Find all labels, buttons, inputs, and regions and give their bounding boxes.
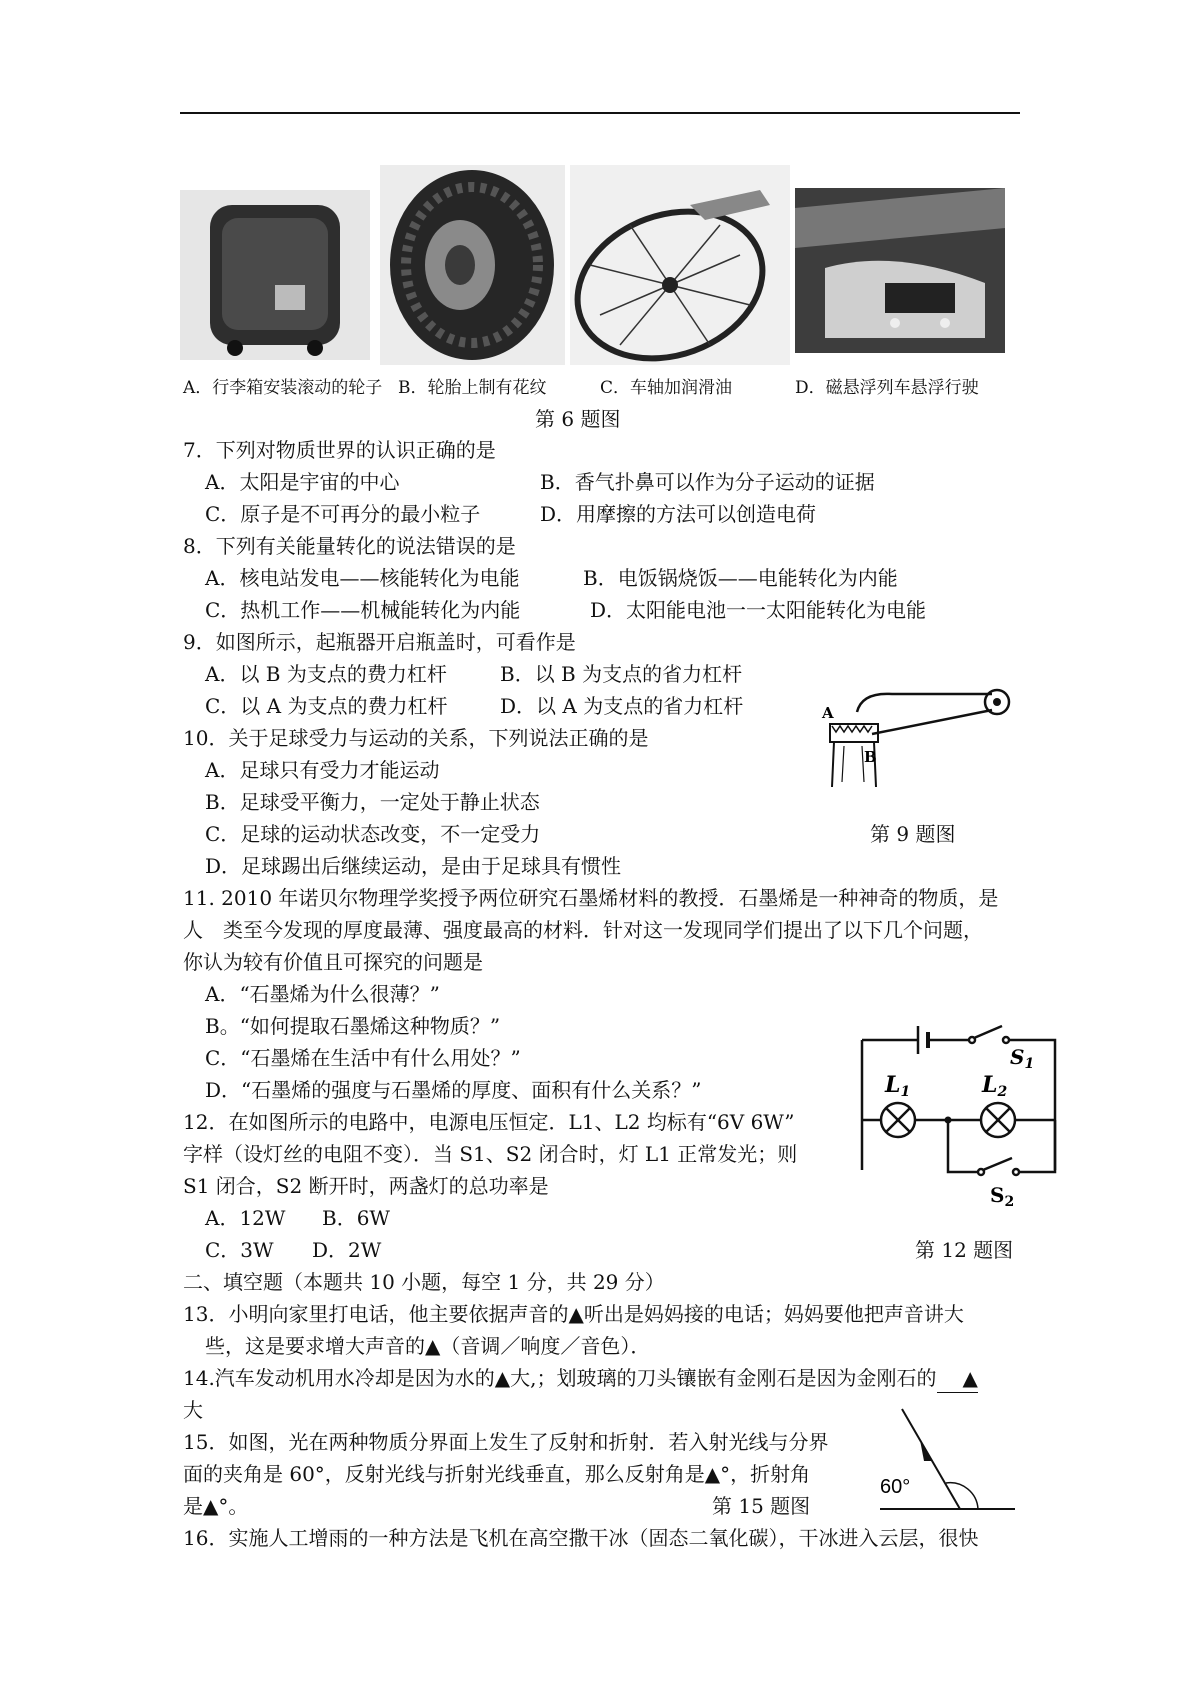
q12-option-b: B．6W	[322, 1206, 390, 1230]
svg-text:L2	[981, 1072, 1007, 1100]
s1-label: S	[1010, 1045, 1025, 1069]
q12-line2: 字样（设灯丝的电阻不变）．当 S1、S2 闭合时，灯 L1 正常发光；则	[183, 1142, 798, 1166]
q11-line1: 11. 2010 年诺贝尔物理学奖授予两位研究石墨烯材料的教授．石墨烯是一种神奇的物质，是	[183, 886, 999, 910]
q7-option-d: D．用摩擦的方法可以创造电荷	[540, 502, 817, 526]
fig9-label-a: A	[822, 704, 834, 722]
tire-image	[380, 165, 565, 365]
q8-stem: 8．下列有关能量转化的说法错误的是	[183, 534, 516, 558]
q14-line2: 大	[183, 1398, 203, 1422]
q7-stem: 7．下列对物质世界的认识正确的是	[183, 438, 496, 462]
l1-subscript: 1	[900, 1084, 911, 1100]
bicycle-wheel-image	[570, 165, 790, 365]
l2-subscript: 2	[997, 1084, 1008, 1100]
q10-option-b: B．足球受平衡力，一定处于静止状态	[205, 790, 540, 814]
fig15-angle-label: 60°	[880, 1476, 911, 1498]
q11-option-d: D．“石墨烯的强度与石墨烯的厚度、面积有什么关系？”	[205, 1078, 702, 1102]
q15-line1: 15．如图，光在两种物质分界面上发生了反射和折射．若入射光线与分界	[183, 1430, 829, 1454]
fig6-caption-b: B．轮胎上制有花纹	[398, 378, 547, 398]
q12-option-a: A．12W	[205, 1206, 286, 1230]
s1-subscript: 1	[1024, 1056, 1035, 1072]
q9-option-a: A．以 B 为支点的费力杠杆	[205, 662, 447, 686]
q11-line3: 你认为较有价值且可探究的问题是	[183, 950, 483, 974]
svg-text:S1	[1010, 1045, 1034, 1072]
q10-option-c: C．足球的运动状态改变，不一定受力	[205, 822, 541, 846]
q12-line3: S1 闭合，S2 断开时，两盏灯的总功率是	[183, 1174, 549, 1198]
q13-line1: 13．小明向家里打电话，他主要依据声音的▲听出是妈妈接的电话；妈妈要他把声音讲大	[183, 1302, 964, 1326]
svg-text:S2	[990, 1183, 1014, 1210]
q9-option-d: D．以 A 为支点的省力杠杆	[500, 694, 744, 718]
q15-line2: 面的夹角是 60°，反射光线与折射光线垂直，那么反射角是▲°，折射角	[183, 1462, 811, 1486]
fig9-title: 第 9 题图	[870, 822, 956, 846]
q8-option-b: B．电饭锅烧饭——电能转化为内能	[583, 566, 898, 590]
s2-label: S	[990, 1183, 1005, 1207]
fig6-caption-d: D．磁悬浮列车悬浮行驶	[795, 378, 979, 398]
q12-line1: 12．在如图所示的电路中，电源电压恒定．L1、L2 均标有“6V 6W”	[183, 1110, 795, 1134]
q15-line3: 是▲°。	[183, 1494, 249, 1518]
q11-option-c: C．“石墨烯在生活中有什么用处？”	[205, 1046, 521, 1070]
q9-stem: 9．如图所示，起瓶器开启瓶盖时，可看作是	[183, 630, 576, 654]
fig9-label-b: B	[864, 748, 877, 766]
q8-option-a: A．核电站发电——核能转化为电能	[205, 566, 520, 590]
svg-text:L1	[884, 1072, 910, 1100]
light-refraction-diagram	[880, 1405, 1020, 1515]
q7-option-c: C．原子是不可再分的最小粒子	[205, 502, 481, 526]
q8-option-d: D．太阳能电池一一太阳能转化为电能	[590, 598, 927, 622]
circuit-diagram	[850, 1020, 1070, 1210]
q10-stem: 10．关于足球受力与运动的关系，下列说法正确的是	[183, 726, 649, 750]
q10-option-a: A．足球只有受力才能运动	[205, 758, 440, 782]
q12-option-c: C．3W	[205, 1238, 274, 1262]
q12-option-d: D．2W	[312, 1238, 382, 1262]
s2-subscript: 2	[1004, 1194, 1015, 1210]
fig6-caption-a: A．行李箱安装滚动的轮子	[183, 378, 383, 398]
q14-line1	[183, 1364, 978, 1393]
l1-label: L	[885, 1072, 901, 1098]
q8-option-c: C．热机工作——机械能转化为内能	[205, 598, 521, 622]
bottle-opener-diagram	[812, 682, 1022, 792]
section2-heading: 二、填空题（本题共 10 小题，每空 1 分，共 29 分）	[183, 1270, 665, 1294]
q11-option-a: A．“石墨烯为什么很薄？”	[205, 982, 440, 1006]
l2-label: L	[982, 1072, 998, 1098]
q14-text: 14.汽车发动机用水冷却是因为水的▲大,；划玻璃的刀头镶嵌有金刚石是因为金刚石的	[183, 1366, 937, 1390]
q9-option-c: C．以 A 为支点的费力杠杆	[205, 694, 448, 718]
fig6-caption-c: C．车轴加润滑油	[600, 378, 733, 398]
q7-option-b: B．香气扑鼻可以作为分子运动的证据	[540, 470, 875, 494]
maglev-train-image	[795, 188, 1005, 353]
fig6-title: 第 6 题图	[535, 407, 621, 431]
q9-option-b: B．以 B 为支点的省力杠杆	[500, 662, 743, 686]
q14-blank: ▲	[937, 1364, 978, 1393]
fig12-title: 第 12 题图	[915, 1238, 1014, 1262]
q11-line2: 人 类至今发现的厚度最薄、强度最高的材料．针对这一发现同学们提出了以下几个问题，	[183, 918, 983, 942]
q13-line2: 些，这是要求增大声音的▲（音调／响度／音色）．	[205, 1334, 651, 1358]
q7-option-a: A．太阳是宇宙的中心	[205, 470, 400, 494]
q16-line1: 16．实施人工增雨的一种方法是飞机在高空撒干冰（固态二氧化碳），干冰进入云层，很快	[183, 1526, 979, 1550]
fig15-title: 第 15 题图	[712, 1494, 811, 1518]
q10-option-d: D．足球踢出后继续运动，是由于足球具有惯性	[205, 854, 622, 878]
suitcase-image	[180, 190, 370, 360]
header-rule	[180, 112, 1020, 114]
q11-option-b: B。“如何提取石墨烯这种物质？”	[205, 1014, 501, 1038]
